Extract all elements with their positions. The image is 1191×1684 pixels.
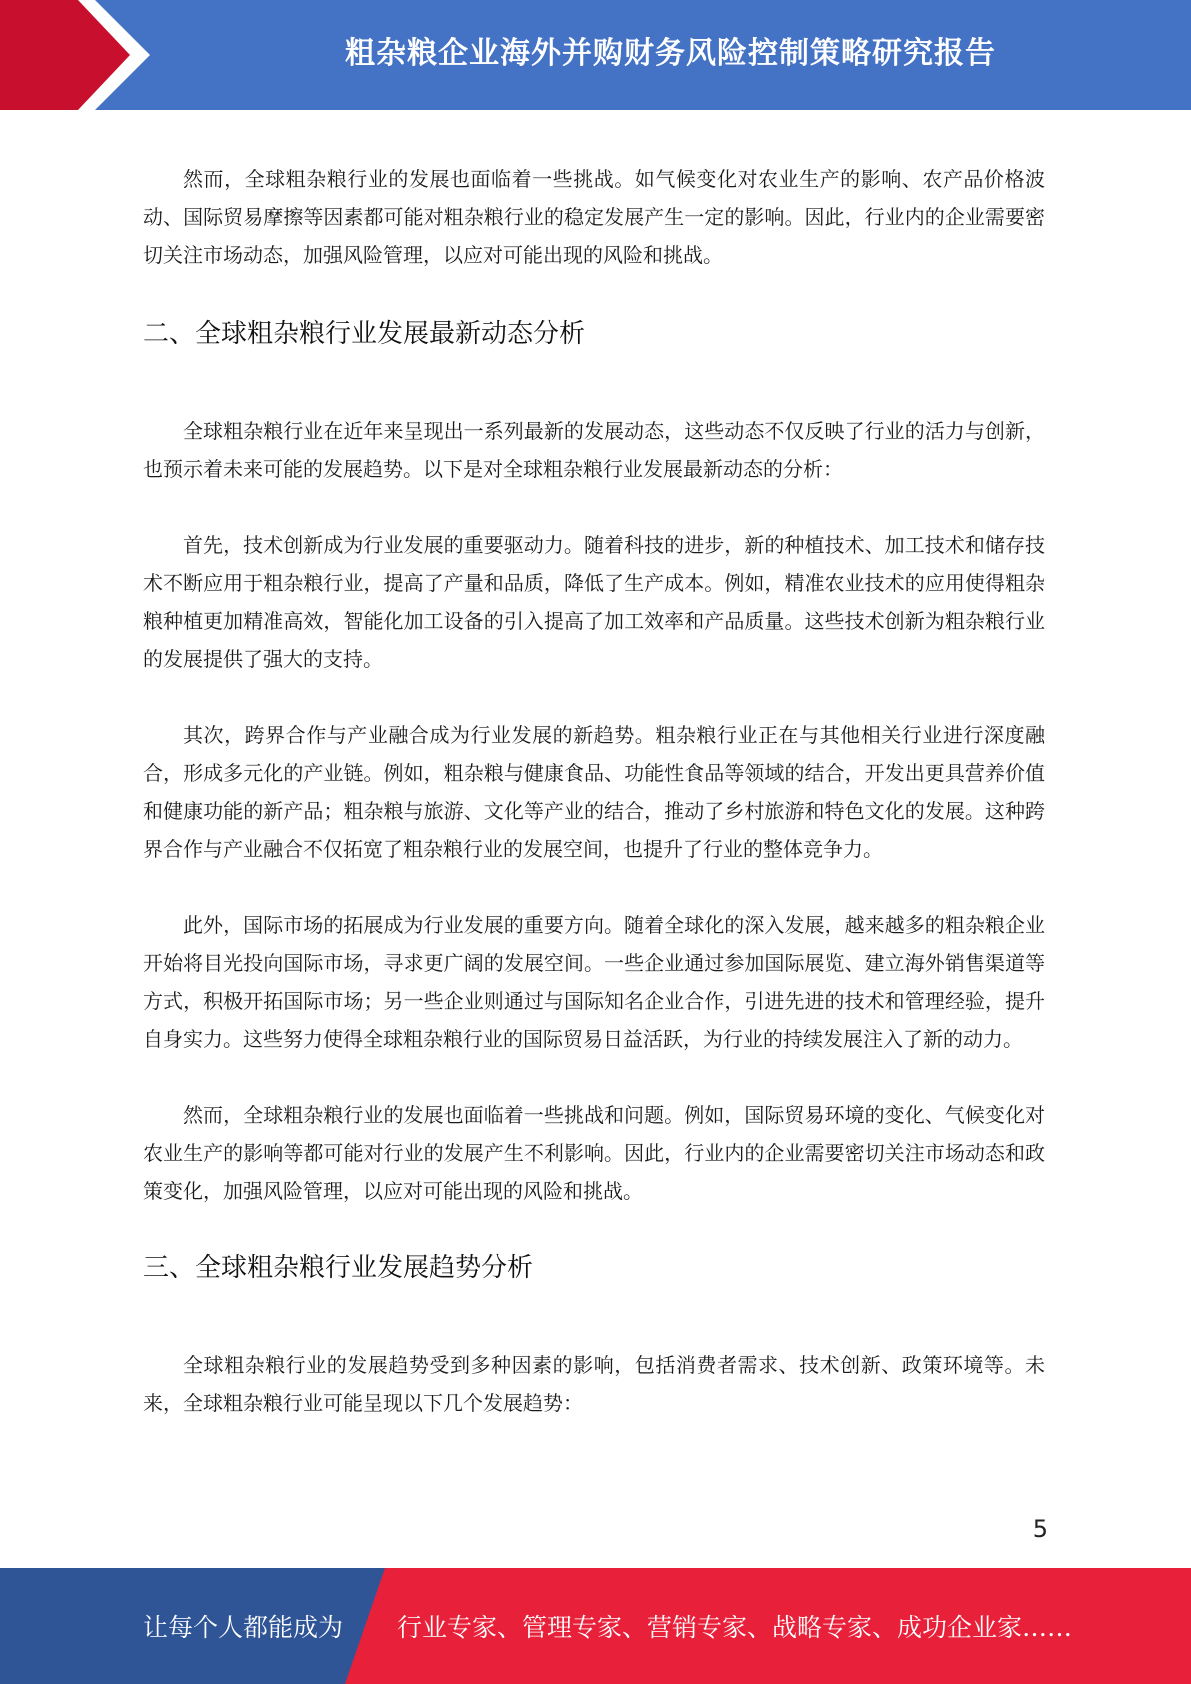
page-footer bbox=[0, 1568, 1191, 1684]
paragraph: 其次，跨界合作与产业融合成为行业发展的新趋势。粗杂粮行业正在与其他相关行业进行深度融合，形成多元化的产业链。例如，粗杂粮与健康食品、功能性食品等领域的结合，开发出更具营养价值和健康功能的新产品；粗杂粮与旅游、文化等产业的结合，推动了乡村旅游和特色文化的发展。这种跨界合作与产业融合不仅拓宽了粗杂粮行业的发展空间，也提升了行业的整体竞争力。 bbox=[143, 723, 1045, 861]
page-number: 5 bbox=[1032, 1515, 1048, 1543]
paragraph: 此外，国际市场的拓展成为行业发展的重要方向。随着全球化的深入发展，越来越多的粗杂粮企业开始将目光投向国际市场，寻求更广阔的发展空间。一些企业通过参加国际展览、建立海外销售渠道等方式，积极开拓国际市场；另一些企业则通过与国际知名企业合作，引进先进的技术和管理经验，提升自身实力。这些努力使得全球粗杂粮行业的国际贸易日益活跃，为行业的持续发展注入了新的动力。 bbox=[143, 913, 1045, 1051]
page-header bbox=[0, 0, 1191, 110]
page-content bbox=[143, 160, 1045, 1422]
report-title: 粗杂粮企业海外并购财务风险控制策略研究报告 bbox=[345, 36, 996, 71]
footer-slogan-left: 让每个人都能成为 bbox=[143, 1613, 344, 1642]
footer-slogan-right: 行业专家、管理专家、营销专家、战略专家、成功企业家…… bbox=[397, 1613, 1073, 1642]
paragraph: 全球粗杂粮行业在近年来呈现出一系列最新的发展动态，这些动态不仅反映了行业的活力与创新，也预示着未来可能的发展趋势。以下是对全球粗杂粮行业发展最新动态的分析： bbox=[143, 419, 1045, 481]
paragraph: 然而，全球粗杂粮行业的发展也面临着一些挑战和问题。例如，国际贸易环境的变化、气候变化对农业生产的影响等都可能对行业的发展产生不利影响。因此，行业内的企业需要密切关注市场动态和政策变化，加强风险管理，以应对可能出现的风险和挑战。 bbox=[143, 1103, 1045, 1203]
section-heading-3: 三、全球粗杂粮行业发展趋势分析 bbox=[143, 1253, 534, 1283]
paragraph: 全球粗杂粮行业的发展趋势受到多种因素的影响，包括消费者需求、技术创新、政策环境等。未来，全球粗杂粮行业可能呈现以下几个发展趋势： bbox=[143, 1353, 1045, 1415]
paragraph: 首先，技术创新成为行业发展的重要驱动力。随着科技的进步，新的种植技术、加工技术和储存技术不断应用于粗杂粮行业，提高了产量和品质，降低了生产成本。例如，精准农业技术的应用使得粗杂粮种植更加精准高效，智能化加工设备的引入提高了加工效率和产品质量。这些技术创新为粗杂粮行业的发展提供了强大的支持。 bbox=[143, 533, 1045, 671]
section-heading-2: 二、全球粗杂粮行业发展最新动态分析 bbox=[143, 319, 586, 349]
paragraph: 然而，全球粗杂粮行业的发展也面临着一些挑战。如气候变化对农业生产的影响、农产品价格波动、国际贸易摩擦等因素都可能对粗杂粮行业的稳定发展产生一定的影响。因此，行业内的企业需要密切关注市场动态，加强风险管理，以应对可能出现的风险和挑战。 bbox=[143, 167, 1045, 267]
